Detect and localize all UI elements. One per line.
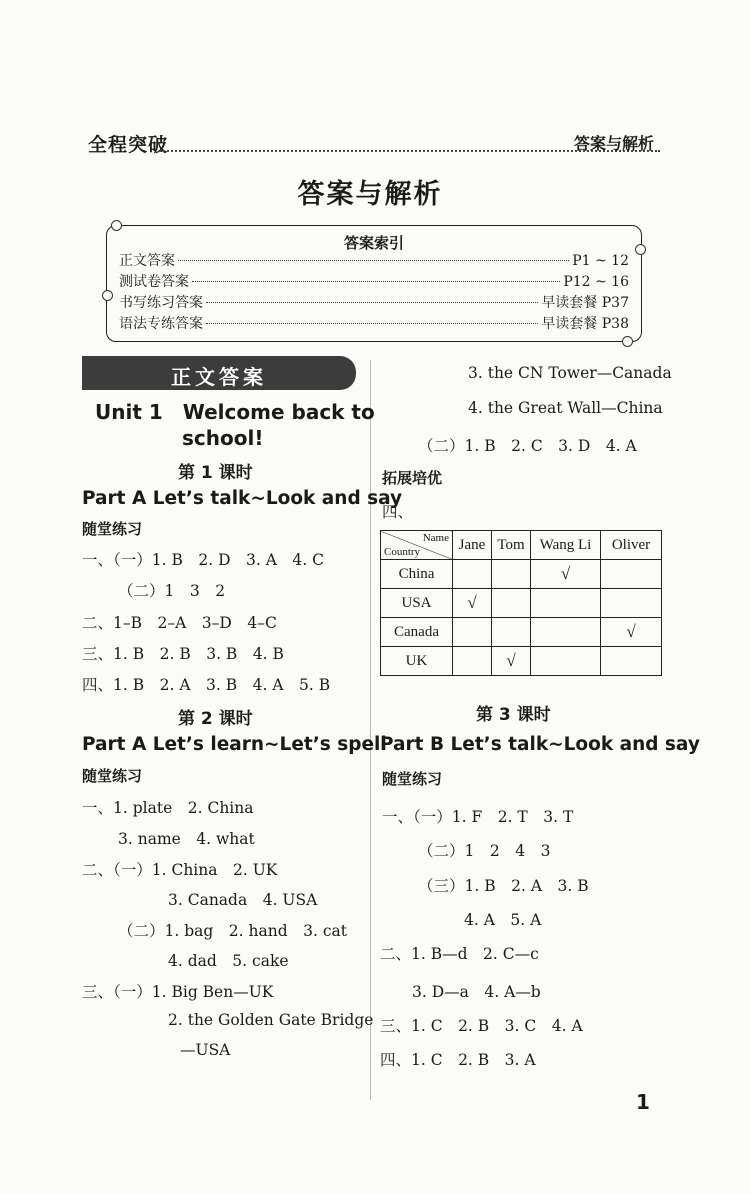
section-banner-label: 正文答案	[171, 365, 267, 389]
country-cell: UK	[381, 647, 453, 676]
extension-label: 拓展培优	[382, 469, 443, 487]
check-cell	[453, 647, 492, 676]
index-label: 书写练习答案	[119, 295, 203, 311]
answer-table	[380, 530, 662, 676]
country-cell: USA	[381, 589, 453, 618]
answer-line: 三、（一）1. Big Ben—UK	[82, 983, 274, 1001]
index-label: 语法专练答案	[119, 316, 203, 332]
practice-label: 随堂练习	[82, 520, 143, 538]
index-row	[119, 313, 629, 333]
answer-line: 3. D—a 4. A—b	[412, 983, 541, 1001]
circle-ornament-icon	[102, 290, 113, 301]
index-label: 测试卷答案	[119, 274, 189, 290]
answer-line: 二、1. B—d 2. C—c	[380, 945, 539, 963]
leader-dots	[178, 260, 569, 261]
answer-line: （二）1. B 2. C 3. D 4. A	[418, 437, 637, 455]
answer-line: 一、1. plate 2. China	[82, 799, 254, 817]
index-page: P1 ~ 12	[572, 253, 629, 269]
answer-line: （二）1 2 4 3	[418, 842, 551, 860]
index-row	[119, 292, 629, 312]
index-page: 早读套餐 P38	[541, 316, 629, 332]
part-heading: Part A Let’s learn~Let’s spell	[82, 734, 387, 755]
practice-label: 随堂练习	[82, 767, 143, 785]
lesson-heading: 第 3 课时	[476, 705, 551, 725]
answer-line: 2. the Golden Gate Bridge	[168, 1011, 374, 1029]
check-cell	[453, 618, 492, 647]
table-header-cell: Wang Li	[531, 531, 601, 560]
answer-line: 一、（一）1. F 2. T 3. T	[382, 808, 574, 826]
table-header-cell: Jane	[453, 531, 492, 560]
corner-label-country: Country	[384, 546, 421, 558]
check-cell	[453, 560, 492, 589]
index-row	[119, 250, 629, 270]
index-title: 答案索引	[343, 234, 404, 252]
leader-dots	[206, 323, 538, 324]
part-heading: Part B Let’s talk~Look and say	[380, 734, 700, 755]
index-label: 正文答案	[119, 253, 175, 269]
answer-line: —USA	[180, 1041, 231, 1059]
answer-line: 四、1. C 2. B 3. A	[380, 1051, 536, 1069]
page-title: 答案与解析	[297, 179, 443, 210]
column-divider	[370, 360, 371, 1100]
index-page: 早读套餐 P37	[541, 295, 629, 311]
lesson-heading: 第 1 课时	[178, 463, 253, 483]
answer-line: （二）1. bag 2. hand 3. cat	[118, 922, 348, 940]
check-cell	[492, 618, 531, 647]
check-cell	[601, 589, 662, 618]
leader-dots	[192, 281, 560, 282]
check-cell	[492, 560, 531, 589]
answer-line: 四、	[382, 503, 414, 521]
check-cell: √	[531, 560, 601, 589]
check-cell	[601, 560, 662, 589]
country-cell: China	[381, 560, 453, 589]
check-cell: √	[453, 589, 492, 618]
table-row	[381, 589, 662, 618]
table-header-cell: Oliver	[601, 531, 662, 560]
header-section-label: 答案与解析	[574, 134, 655, 153]
corner-label-name: Name	[422, 532, 449, 544]
unit-heading-cont: school!	[182, 426, 264, 450]
table-header-cell: Tom	[492, 531, 531, 560]
index-row	[119, 271, 629, 291]
answer-line: 三、1. B 2. B 3. B 4. B	[82, 645, 284, 663]
table-header-row	[381, 531, 662, 560]
page-number: 1	[636, 1090, 650, 1114]
index-page: P12 ~ 16	[563, 274, 629, 290]
answer-index-box	[106, 225, 642, 342]
brand-logo: 全程突破	[88, 134, 169, 156]
lesson-heading: 第 2 课时	[178, 709, 253, 729]
answer-line: （二）1 3 2	[118, 582, 226, 600]
country-cell: Canada	[381, 618, 453, 647]
leader-dots	[206, 302, 538, 303]
star-ornament-icon	[111, 220, 122, 231]
answer-line: 一、（一）1. B 2. D 3. A 4. C	[82, 551, 324, 569]
section-banner	[82, 356, 356, 390]
answer-line: 三、1. C 2. B 3. C 4. A	[380, 1017, 583, 1035]
check-cell	[531, 647, 601, 676]
answer-line: 二、1–B 2–A 3–D 4–C	[82, 614, 277, 632]
check-cell: √	[492, 647, 531, 676]
check-cell	[492, 589, 531, 618]
answer-line: 3. Canada 4. USA	[168, 891, 318, 909]
check-cell: √	[601, 618, 662, 647]
answer-line: 3. the CN Tower—Canada	[468, 364, 672, 382]
unit-heading: Unit 1 Welcome back to	[95, 400, 375, 424]
answer-line: 四、1. B 2. A 3. B 4. A 5. B	[82, 676, 331, 694]
answer-line: 3. name 4. what	[118, 830, 255, 848]
check-cell	[531, 618, 601, 647]
table-corner-cell	[381, 531, 453, 560]
answer-line: （三）1. B 2. A 3. B	[418, 877, 589, 895]
check-cell	[601, 647, 662, 676]
answer-line: 4. the Great Wall—China	[468, 399, 663, 417]
part-heading: Part A Let’s talk~Look and say	[82, 488, 403, 509]
check-cell	[531, 589, 601, 618]
answer-line: 4. A 5. A	[464, 911, 542, 929]
table-row	[381, 618, 662, 647]
table-row	[381, 647, 662, 676]
table-row	[381, 560, 662, 589]
circle-ornament-icon	[622, 336, 633, 347]
practice-label: 随堂练习	[382, 770, 443, 788]
answer-line: 4. dad 5. cake	[168, 952, 289, 970]
answer-line: 二、（一）1. China 2. UK	[82, 861, 278, 879]
